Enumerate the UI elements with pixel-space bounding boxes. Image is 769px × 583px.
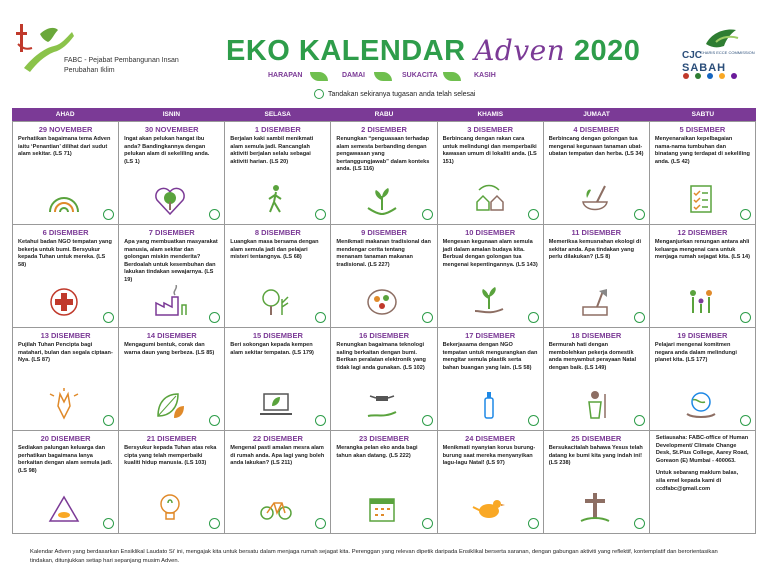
header [0, 0, 769, 108]
bottle-icon [471, 388, 507, 422]
day-date: 2 DISEMBER [361, 125, 407, 134]
day-date: 1 DISEMBER [254, 125, 301, 134]
heart-tree-icon [152, 182, 188, 216]
secretariat-text: Setiausaha: FABC-office of Human Development/ Climate Change Desk, St.Pius College, Aarey Road, Goreaon (E) Mumbai - 400063. [655, 435, 749, 464]
day-task: Perhatikan bagaimana tema Adven iaitu ‘Penantian’ dilihat dari sudut alam sekitar. (LS 71) [18, 136, 111, 158]
completion-checkbox[interactable] [740, 312, 751, 323]
hand-plant-icon [471, 285, 507, 319]
theme-kasih: KASIH [474, 72, 496, 79]
day-date: 7 DISEMBER [148, 228, 195, 237]
day-date: 13 DISEMBER [40, 331, 91, 340]
family-icon [683, 285, 719, 319]
day-date: 22 DISEMBER [252, 434, 303, 443]
day-task: Berbincang dengan golongan tua mengenai kegunaan tanaman ubat-ubatan tempatan dan herba. (LS 34) [548, 136, 644, 158]
day-cell [119, 431, 225, 534]
theme-sukacita: SUKACITA [402, 72, 438, 79]
worker-icon [577, 388, 613, 422]
hands-sprout-icon [364, 182, 400, 216]
red-cross-icon [46, 285, 82, 319]
lightbulb-icon [152, 491, 188, 525]
day-date: 11 DISEMBER [571, 228, 622, 237]
completion-checkbox[interactable] [634, 209, 645, 220]
calendar-grid [12, 108, 756, 534]
themes-row [268, 72, 518, 88]
contact-text: Untuk sebarang maklum balas, sila emel kepada kami di [655, 470, 739, 484]
completion-checkbox[interactable] [528, 209, 539, 220]
completion-checkbox[interactable] [209, 415, 220, 426]
factory-pollution-icon [152, 285, 188, 319]
leaf-icon [310, 72, 328, 81]
completion-checkbox[interactable] [740, 209, 751, 220]
completion-checkbox[interactable] [634, 518, 645, 529]
day-task: Pujilah Tuhan Pencipta bagi matahari, bulan dan segala ciptaan-Nya. (LS 87) [18, 342, 113, 364]
day-task: Menikmati makanan tradisional dan mendengar cerita tentang menanam tanaman makanan tradisional. (LS 227) [336, 239, 431, 268]
completion-checkbox[interactable] [422, 518, 433, 529]
title-adven: Adven [474, 34, 566, 67]
weekday-selasa: SELASA [264, 111, 291, 118]
check-circle-icon [314, 89, 324, 99]
day-task: Bekerjasama dengan NGO tempatan untuk mengurangkan dan mengitar semula plastik serta bahan buangan yang lain. (LS 58) [442, 342, 538, 371]
drone-hand-icon [364, 388, 400, 422]
tree-nature-icon [258, 285, 294, 319]
day-task: Memeriksa kemusnahan ekologi di sekitar anda. Apa tindakan yang perlu dilakukan? (LS 8) [548, 239, 642, 261]
day-cell [119, 122, 225, 225]
recycle-houses-icon [471, 182, 507, 216]
day-cell [331, 225, 437, 328]
rainbow-icon [46, 182, 82, 216]
day-cell [225, 225, 331, 328]
title-year: 2020 [573, 35, 641, 67]
day-task: Berjalan kaki sambil menikmati alam semula jadi. Rancanglah aktiviti berjalan selalu sebagai aktiviti harian. (LS 20) [230, 136, 314, 165]
day-cell [438, 225, 544, 328]
day-date: 19 DISEMBER [677, 331, 728, 340]
completion-checkbox[interactable] [315, 415, 326, 426]
day-task: Luangkan masa bersama dengan alam semula jadi dan pelajari misteri tentangnya. (LS 68) [230, 239, 319, 261]
day-date: 24 DISEMBER [465, 434, 516, 443]
day-cell [438, 431, 544, 534]
day-task: Menganjurkan renungan antara ahli keluarga mengenai cara untuk menjaga rumah sejagat kita. (LS 14) [654, 239, 750, 261]
laptop-leaf-icon [258, 388, 294, 422]
day-date: 3 DISEMBER [467, 125, 514, 134]
day-cell [438, 328, 544, 431]
bird-icon [471, 491, 507, 525]
week-row [13, 122, 756, 225]
completion-checkbox[interactable] [634, 312, 645, 323]
day-date: 9 DISEMBER [361, 228, 407, 237]
day-date: 20 DISEMBER [40, 434, 91, 443]
day-date: 21 DISEMBER [146, 434, 197, 443]
completion-checkbox[interactable] [315, 518, 326, 529]
email-link[interactable]: ccdfabc@gmail.com [655, 485, 711, 492]
instruction-text: Tandakan sekiranya tugasan anda telah selesai [328, 90, 476, 98]
completion-checkbox[interactable] [528, 518, 539, 529]
day-task: Bermurah hati dengan membolehkan pekerja domestik anda menyambut perayaan Natal dengan baik. (LS 149) [548, 342, 637, 371]
completion-checkbox[interactable] [103, 209, 114, 220]
weekday-sabtu: SABTU [691, 111, 715, 118]
day-cell [544, 225, 650, 328]
food-bowl-icon [364, 285, 400, 319]
mortar-herbs-icon [577, 182, 613, 216]
day-cell [13, 431, 119, 534]
day-cell [544, 328, 650, 431]
completion-checkbox[interactable] [422, 415, 433, 426]
day-task: Mengagumi bentuk, corak dan warna daun yang berbeza. (LS 85) [124, 342, 215, 356]
day-cell [650, 225, 756, 328]
completion-checkbox[interactable] [528, 415, 539, 426]
fabc-caption: FABC - Pejabat Pembangunan Insan Perubahan Iklim [64, 57, 179, 74]
completion-checkbox[interactable] [209, 518, 220, 529]
completion-checkbox[interactable] [103, 518, 114, 529]
theme-harapan: HARAPAN [268, 72, 303, 79]
completion-checkbox[interactable] [315, 209, 326, 220]
completion-checkbox[interactable] [103, 312, 114, 323]
day-cell [13, 328, 119, 431]
day-date: 23 DISEMBER [358, 434, 409, 443]
weekday-isnin: ISNIN [162, 111, 181, 118]
day-date: 14 DISEMBER [146, 331, 197, 340]
weekday-rabu: RABU [374, 111, 394, 118]
day-task: Renungkan “penguasaan terhadap alam semesta berbanding dengan pengawasan yang bertanggungjawab” dalam konteks anda. (LS 116) [336, 136, 430, 173]
day-task: Mengenal pasti amalan mesra alam di rumah anda. Apa lagi yang boleh anda lakukan? (LS 211) [230, 445, 325, 467]
leaf-icon [374, 72, 392, 81]
day-task: Sediakan palungan keluarga dan perhatikan bagaimana Ianya berkaitan dengan alam semula jadi. (LS 98) [18, 445, 113, 474]
day-task: Ketahui badan NGO tempatan yang bekerja untuk bumi. Bersyukur kepada Tuhan untuk mereka. (LS 58) [18, 239, 112, 268]
day-cell [119, 225, 225, 328]
day-cell [650, 328, 756, 431]
info-content [650, 431, 755, 497]
day-cell [13, 225, 119, 328]
day-cell [650, 122, 756, 225]
week-row [13, 225, 756, 328]
instruction [314, 89, 476, 99]
weekday-header [12, 108, 756, 121]
globe-hands-icon [683, 388, 719, 422]
day-task: Berbincang dengan rakan cara untuk melindungi dan memperbaiki kawasan umum di lokaliti anda. (LS 151) [442, 136, 537, 165]
day-cell [438, 122, 544, 225]
checklist-icon [683, 182, 719, 216]
day-date: 30 NOVEMBER [144, 125, 199, 134]
day-task: Apa yang membuatkan masyarakat manusia, alam sekitar dan golongan miskin menderita? Berdoalah untuk kesembuhan dan lakukan tindakan sewajarnya. (LS 19) [124, 239, 218, 283]
day-date: 29 NOVEMBER [38, 125, 93, 134]
day-date: 4 DISEMBER [573, 125, 620, 134]
day-cell [331, 431, 437, 534]
completion-checkbox[interactable] [315, 312, 326, 323]
day-date: 5 DISEMBER [679, 125, 726, 134]
completion-checkbox[interactable] [528, 312, 539, 323]
completion-checkbox[interactable] [740, 415, 751, 426]
day-date: 16 DISEMBER [358, 331, 409, 340]
day-task: Mengesan kegunaan alam semula jadi dalam amalan budaya kita. Berbual dengan golongan tua mengenai kepentingannya. (LS 143) [442, 239, 538, 268]
praying-hands-icon [46, 388, 82, 422]
day-cell [225, 431, 331, 534]
completion-checkbox[interactable] [103, 415, 114, 426]
info-box [650, 431, 756, 534]
calendar-rows [12, 121, 756, 534]
leaves-icon [152, 388, 188, 422]
sabah-label: SABAH [682, 62, 727, 74]
day-cell [544, 431, 650, 534]
day-date: 17 DISEMBER [465, 331, 516, 340]
day-cell [225, 328, 331, 431]
day-date: 15 DISEMBER [252, 331, 303, 340]
day-date: 25 DISEMBER [571, 434, 622, 443]
day-date: 10 DISEMBER [465, 228, 516, 237]
day-cell [544, 122, 650, 225]
completion-checkbox[interactable] [209, 312, 220, 323]
day-task: Beri sokongan kepada kempen alam sekitar tempatan. (LS 179) [230, 342, 314, 356]
axe-stump-icon [577, 285, 613, 319]
week-row [13, 328, 756, 431]
manger-icon [46, 491, 82, 525]
day-cell [119, 328, 225, 431]
day-task: Pelajari mengenai komitmen negara anda dalam melindungi planet kita. (LS 177) [654, 342, 737, 364]
day-task: Merangka pelan eko anda bagi tahun akan datang. (LS 222) [336, 445, 418, 459]
weekday-ahad: AHAD [55, 111, 75, 118]
week-row [13, 431, 756, 534]
day-date: 18 DISEMBER [571, 331, 622, 340]
day-date: 12 DISEMBER [677, 228, 728, 237]
page-title [226, 34, 641, 68]
completion-checkbox[interactable] [209, 209, 220, 220]
theme-damai: DAMAI [342, 72, 365, 79]
walking-icon [258, 182, 294, 216]
leaf-icon [443, 72, 461, 81]
cross-icon [577, 491, 613, 525]
bicycle-icon [258, 491, 294, 525]
day-date: 6 DISEMBER [42, 228, 89, 237]
completion-checkbox[interactable] [422, 209, 433, 220]
day-date: 8 DISEMBER [254, 228, 301, 237]
day-task: Bersyukur kepada Tuhan atas reka cipta yang telah memperbaiki kualiti hidup manusia. (LS 103) [124, 445, 217, 467]
day-task: Bersukacitalah bahawa Yesus telah datang ke bumi kita yang indah ini! (LS 238) [548, 445, 643, 467]
day-cell [331, 328, 437, 431]
day-task: Ingat akan pelukan hangat ibu anda? Bandingkannya dengan pelukan alam di sekeliling anda. (LS 1) [124, 136, 210, 165]
cjc-subtitle: CHARIS ECCE COMMISSION [700, 50, 755, 55]
day-cell [225, 122, 331, 225]
cjc-label: CJC [682, 50, 703, 61]
day-cell [13, 122, 119, 225]
title-main: EKO KALENDAR [226, 35, 466, 67]
day-task: Menyenaraikan kepelbagaian nama-nama tumbuhan dan binatang yang terdapat di sekeliling anda. (LS 42) [654, 136, 750, 165]
completion-checkbox[interactable] [422, 312, 433, 323]
calendar-icon [364, 491, 400, 525]
day-task: Renungkan bagaimana teknologi saling berkaitan dengan bumi. Berikan peralatan elektronik yang tidak lagi anda gunakan. (LS 102) [336, 342, 426, 371]
footer-note: Kalendar Adven yang berdasarkan Ensiklikal Laudato Si’ ini, mengajak kita untuk bersatu dalam menjaga rumah sejagat kita. Perenggan yang relevan dipetik daripada Ensiklikal berserta saranan, dengan gabungan aktiviti yang reflektif, kontemplatif dan berorientasikan tindakan, ditunjukkan setiap hari sepanjang musim Adven. [30, 549, 718, 564]
weekday-khamis: KHAMIS [477, 111, 504, 118]
day-task: Menikmati nyanyian korus burung-burung saat mereka menyanyikan lagu-lagu Natal! (LS 97) [442, 445, 536, 467]
weekday-jumaat: JUMAAT [583, 111, 610, 118]
completion-checkbox[interactable] [634, 415, 645, 426]
day-cell [331, 122, 437, 225]
